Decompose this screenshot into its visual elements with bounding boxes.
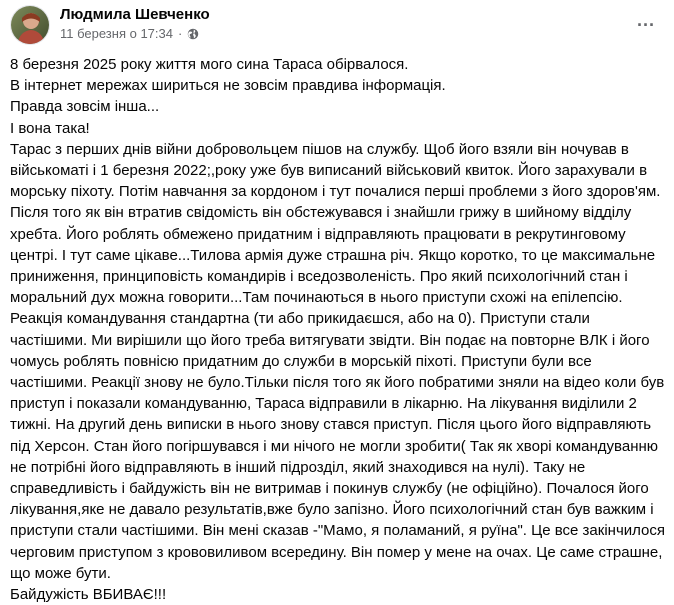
author-name[interactable]: Людмила Шевченко <box>60 6 210 23</box>
post-paragraph-1: 8 березня 2025 року життя мого сина Тараса обірвалося. В інтернет мережах шириться не зовсім правдива інформація. Правда зовсім інша... І вона така! <box>10 56 446 137</box>
avatar[interactable] <box>10 5 50 45</box>
post-paragraph-2: Тарас з перших днів війни добровольцем пішов на службу. Щоб його взяли він ночував в військоматі і 1 березня 2022;,року уже був виписаний військовий квиток. Його зарахували в морську піхоту. Потім навчання за кордоном і тут почалися перші проблеми з його здоров'ям. Після того як він втратив свідомість він обстежувався і знайшли грижу в шийному відділу хребта. Його роблять обмежено придатним і відправляють працювати в рекрутинговому центрі. І тут саме цікаве...Тилова армія дуже страшна річ. Якщо коротко, то це максимальне приниження, принциповість командирів і вседозволеність. Про який психологічний стан і моральний дух можна говорити...Там починаються в нього приступи схожі на епілепсію. Реакція командування стандартна (ти або прикидаєшся, або на 0). Приступи стали частішими. Ми вирішили що його треба витягувати звідти. Він подає на повторне ВЛК і його чомусь роблять повнісю придатним до служби в морській піхоті. Приступи були все частішими. Реакції знову не було.Тільки після того як його побратими зняли на відео коли був приступ і показали командуванню, Тараса відправили в лікарню. На лікування виділили 2 тижні. На другий день виписки в нього знову стався приступ. Після цього його відправляють під Херсон. Стан його погіршувався і ми нічого не могли зробити( Так як хворі командуванню не потрібні його відправляють в інший підрозділ, який знаходився на нулі). Таку не справедливість і байдужість він не витримав і покинув службу (не офіційно). Почалося його лікування,яке не давало результатів,вже було запізно. Його психологічний стан був важким і приступи стали частішими. Він мені сказав -"Мамо, я поламаний, я руїна". Це все закінчилося черговим приступом з крововиливом всередину. Він помер у мене на очах. Це саме страшне, що може бути. Байдужість ВБИВАЄ!!! <box>10 140 666 604</box>
post-body <box>10 54 666 605</box>
more-options-icon: ··· <box>637 15 655 35</box>
meta-separator: · <box>177 26 183 41</box>
globe-icon[interactable] <box>187 28 199 40</box>
post-header <box>10 3 664 47</box>
avatar-photo <box>11 6 50 45</box>
post-meta <box>60 26 199 41</box>
more-options-button[interactable] <box>628 11 664 39</box>
post-timestamp[interactable]: 11 березня о 17:34 <box>60 26 173 41</box>
